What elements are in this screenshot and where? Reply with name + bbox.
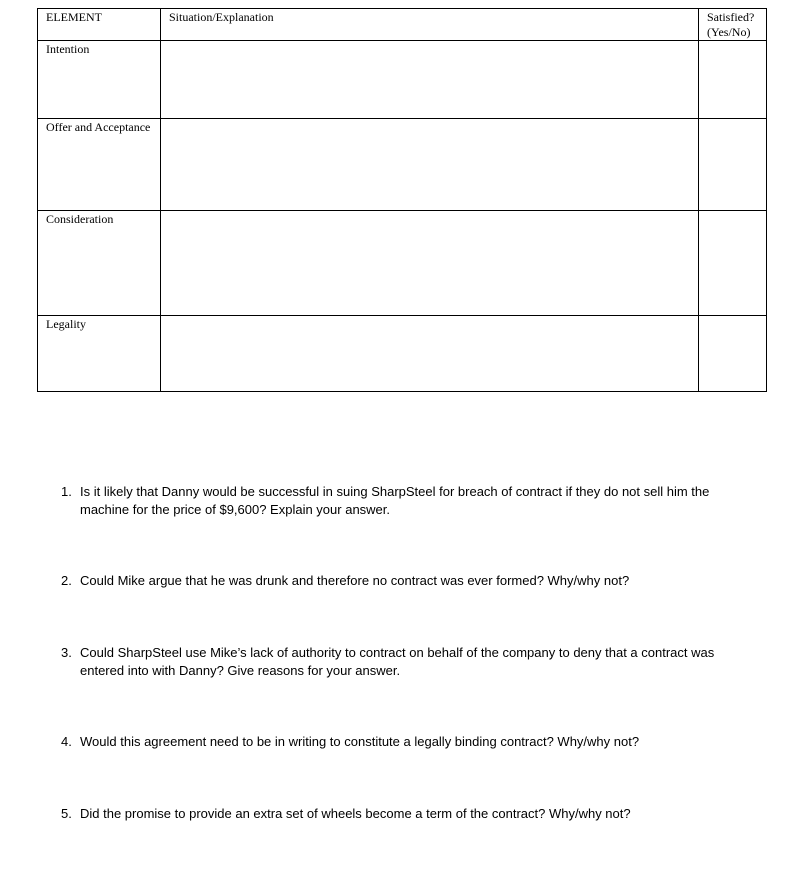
question-item [61,733,751,751]
satisfied-cell[interactable] [699,316,767,392]
question-number: 2. [61,573,72,588]
question-item [61,483,751,519]
question-number: 4. [61,734,72,749]
element-cell-offer-acceptance: Offer and Acceptance [38,119,161,211]
table-row [38,211,767,316]
question-text: Would this agreement need to be in writing to constitute a legally binding contract? Why/why not? [80,734,640,749]
element-cell-consideration: Consideration [38,211,161,316]
question-text: Could Mike argue that he was drunk and therefore no contract was ever formed? Why/why not? [80,573,630,588]
question-text: Is it likely that Danny would be successful in suing SharpSteel for breach of contract if they do not sell him the machine for the price of $9,600? Explain your answer. [80,484,710,517]
table-header-row [38,9,767,41]
question-number: 1. [61,484,72,499]
satisfied-cell[interactable] [699,41,767,119]
situation-cell[interactable] [161,41,699,119]
satisfied-cell[interactable] [699,211,767,316]
question-item [61,644,751,680]
header-element: ELEMENT [38,9,161,41]
situation-cell[interactable] [161,119,699,211]
header-situation: Situation/Explanation [161,9,699,41]
table-row [38,41,767,119]
question-item [61,805,751,823]
question-number: 5. [61,806,72,821]
question-text: Could SharpSteel use Mike’s lack of authority to contract on behalf of the company to deny that a contract was entered into with Danny? Give reasons for your answer. [80,645,715,678]
question-number: 3. [61,645,72,660]
situation-cell[interactable] [161,211,699,316]
satisfied-cell[interactable] [699,119,767,211]
element-cell-intention: Intention [38,41,161,119]
contract-elements-table [37,8,767,392]
situation-cell[interactable] [161,316,699,392]
table-row [38,119,767,211]
element-cell-legality: Legality [38,316,161,392]
question-text: Did the promise to provide an extra set of wheels become a term of the contract? Why/why not? [80,806,631,821]
table-row [38,316,767,392]
question-item [61,572,751,590]
header-satisfied: Satisfied? (Yes/No) [699,9,767,41]
